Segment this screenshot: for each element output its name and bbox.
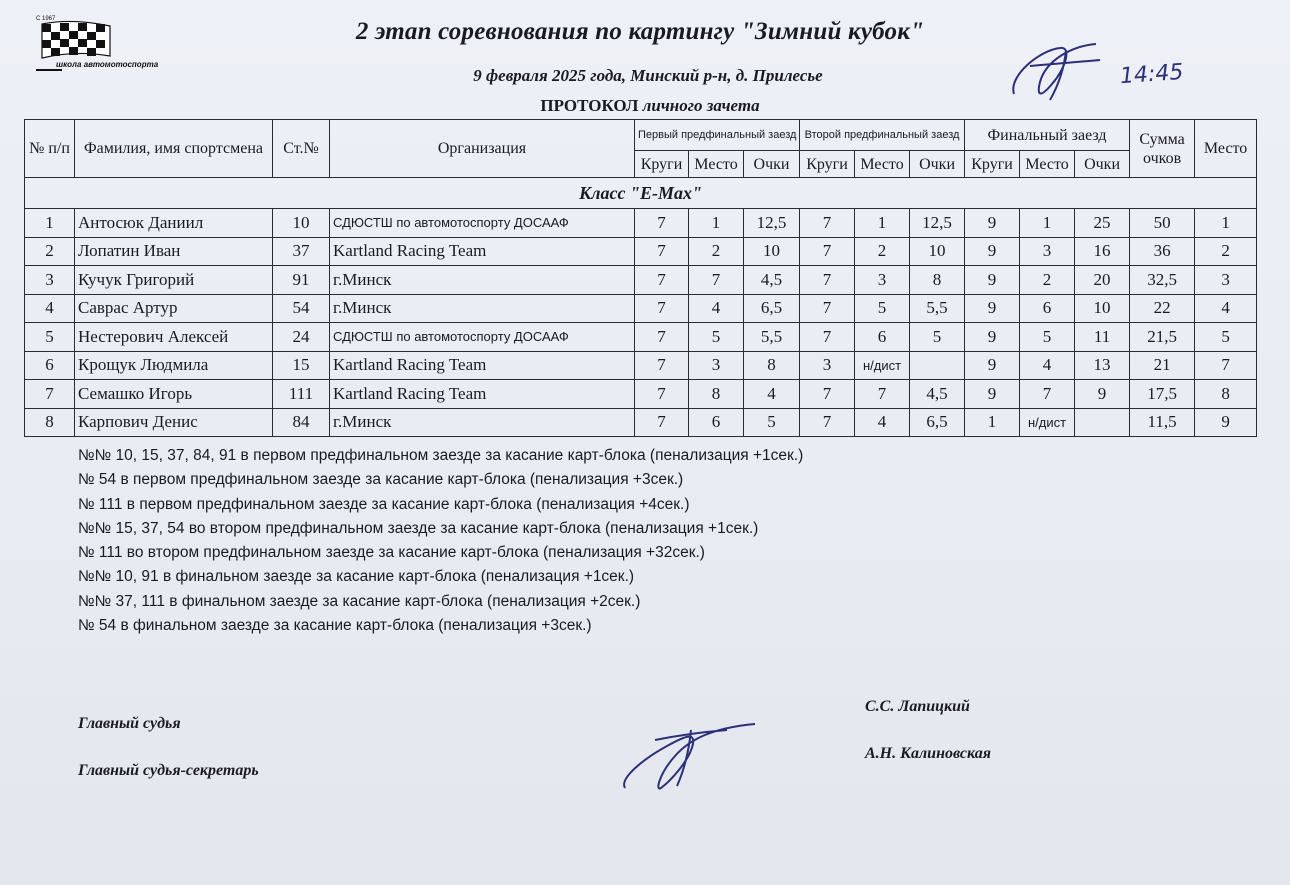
- row-num: 3: [25, 266, 75, 295]
- header-pts: Очки: [744, 151, 800, 178]
- final-pts: 25: [1075, 209, 1130, 238]
- heat1-pos: 5: [689, 323, 744, 352]
- final-laps: 9: [965, 209, 1020, 238]
- heat1-pts: 5: [744, 408, 800, 437]
- heat2-laps: 7: [800, 380, 855, 409]
- organization: Kartland Racing Team: [330, 351, 635, 380]
- penalty-note: № 111 во втором предфинальном заезде за касание карт-блока (пенализация +32сек.): [78, 544, 705, 562]
- header-laps: Круги: [965, 151, 1020, 178]
- points-sum: 32,5: [1130, 266, 1195, 295]
- final-pts: 20: [1075, 266, 1130, 295]
- final-pos: 5: [1020, 323, 1075, 352]
- row-num: 7: [25, 380, 75, 409]
- header-heat2: Второй предфинальный заезд: [800, 120, 965, 151]
- penalty-notes: [78, 444, 803, 638]
- header-pts: Очки: [1075, 151, 1130, 178]
- organization: г.Минск: [330, 266, 635, 295]
- athlete-name: Лопатин Иван: [75, 237, 273, 266]
- heat2-pts: 4,5: [910, 380, 965, 409]
- signature-top: [1000, 36, 1120, 108]
- protocol-bold: ПРОТОКОЛ: [540, 96, 639, 115]
- row-num: 8: [25, 408, 75, 437]
- final-laps: 9: [965, 351, 1020, 380]
- chief-judge-label: Главный судья: [78, 715, 181, 732]
- table-row: [25, 380, 1257, 409]
- start-number: 37: [273, 237, 330, 266]
- penalty-note: №№ 37, 111 в финальном заезде за касание карт-блока (пенализация +2сек.): [78, 592, 641, 610]
- penalty-note: № 54 в финальном заезде за касание карт-блока (пенализация +3сек.): [78, 617, 592, 635]
- final-pos: 1: [1020, 209, 1075, 238]
- heat2-laps: 7: [800, 266, 855, 295]
- heat1-pos: 6: [689, 408, 744, 437]
- start-number: 54: [273, 294, 330, 323]
- penalty-note: № 54 в первом предфинальном заезде за касание карт-блока (пенализация +3сек.): [78, 471, 684, 489]
- header-org: Организация: [330, 120, 635, 178]
- points-sum: 17,5: [1130, 380, 1195, 409]
- penalty-note: №№ 10, 15, 37, 84, 91 в первом предфинальном заезде за касание карт-блока (пенализация +1сек.): [78, 447, 804, 464]
- points-sum: 36: [1130, 237, 1195, 266]
- row-num: 6: [25, 351, 75, 380]
- heat1-laps: 7: [635, 294, 689, 323]
- final-pos: н/дист: [1020, 408, 1075, 437]
- heat1-laps: 7: [635, 351, 689, 380]
- header-num: № п/п: [25, 120, 75, 178]
- final-laps: 9: [965, 294, 1020, 323]
- signature-bottom: [615, 718, 765, 796]
- final-pos: 3: [1020, 237, 1075, 266]
- penalty-note: № 111 в первом предфинальном заезде за касание карт-блока (пенализация +4сек.): [78, 495, 690, 513]
- start-number: 10: [273, 209, 330, 238]
- class-label: Класс "E-Max": [25, 178, 1257, 209]
- header-final: Финальный заезд: [965, 120, 1130, 151]
- final-pts: 9: [1075, 380, 1130, 409]
- heat1-laps: 7: [635, 408, 689, 437]
- heat2-pts: 5: [910, 323, 965, 352]
- header-sum: Сумма очков: [1130, 120, 1195, 178]
- final-laps: 1: [965, 408, 1020, 437]
- organization: Kartland Racing Team: [330, 237, 635, 266]
- final-place: 9: [1195, 408, 1257, 437]
- row-num: 2: [25, 237, 75, 266]
- heat2-laps: 7: [800, 209, 855, 238]
- final-place: 3: [1195, 266, 1257, 295]
- heat2-laps: 7: [800, 237, 855, 266]
- points-sum: 11,5: [1130, 408, 1195, 437]
- secretary-label: Главный судья-секретарь: [78, 762, 259, 779]
- organization: г.Минск: [330, 408, 635, 437]
- athlete-name: Крощук Людмила: [75, 351, 273, 380]
- header-name: Фамилия, имя спортсмена: [75, 120, 273, 178]
- start-number: 24: [273, 323, 330, 352]
- points-sum: 50: [1130, 209, 1195, 238]
- points-sum: 22: [1130, 294, 1195, 323]
- heat2-pos: 5: [855, 294, 910, 323]
- final-place: 2: [1195, 237, 1257, 266]
- heat2-pos: 2: [855, 237, 910, 266]
- final-pos: 7: [1020, 380, 1075, 409]
- heat1-laps: 7: [635, 380, 689, 409]
- page-title: 2 этап соревнования по картингу "Зимний кубок": [355, 18, 925, 45]
- final-pts: 16: [1075, 237, 1130, 266]
- heat2-laps: 3: [800, 351, 855, 380]
- final-place: 8: [1195, 380, 1257, 409]
- final-place: 4: [1195, 294, 1257, 323]
- heat2-pos: 4: [855, 408, 910, 437]
- athlete-name: Кучук Григорий: [75, 266, 273, 295]
- start-number: 91: [273, 266, 330, 295]
- heat2-laps: 7: [800, 294, 855, 323]
- heat1-laps: 7: [635, 209, 689, 238]
- table-row: [25, 266, 1257, 295]
- header-pts: Очки: [910, 151, 965, 178]
- heat2-pos: 6: [855, 323, 910, 352]
- start-number: 15: [273, 351, 330, 380]
- secretary-name: А.Н. Калиновская: [865, 745, 991, 762]
- protocol-rest: личного зачета: [638, 96, 760, 115]
- logo-since: С 1967: [36, 16, 56, 22]
- table-row: [25, 323, 1257, 352]
- heat1-laps: 7: [635, 323, 689, 352]
- final-laps: 9: [965, 237, 1020, 266]
- athlete-name: Семашко Игорь: [75, 380, 273, 409]
- final-place: 7: [1195, 351, 1257, 380]
- start-number: 111: [273, 380, 330, 409]
- heat1-pts: 5,5: [744, 323, 800, 352]
- organization: г.Минск: [330, 294, 635, 323]
- header-laps: Круги: [635, 151, 689, 178]
- heat2-pos: н/дист: [855, 351, 910, 380]
- handwritten-time: 14:45: [1119, 59, 1185, 90]
- header-pos: Место: [1020, 151, 1075, 178]
- final-laps: 9: [965, 266, 1020, 295]
- row-num: 5: [25, 323, 75, 352]
- penalty-note: №№ 10, 91 в финальном заезде за касание карт-блока (пенализация +1сек.): [78, 568, 635, 586]
- final-pos: 4: [1020, 351, 1075, 380]
- row-num: 1: [25, 209, 75, 238]
- final-laps: 9: [965, 323, 1020, 352]
- heat2-pos: 7: [855, 380, 910, 409]
- heat2-laps: 7: [800, 408, 855, 437]
- logo-text: школа автомотоспорта: [56, 60, 159, 69]
- start-number: 84: [273, 408, 330, 437]
- organization: СДЮСТШ по автомотоспорту ДОСААФ: [330, 209, 635, 238]
- header-laps: Круги: [800, 151, 855, 178]
- heat2-pts: 6,5: [910, 408, 965, 437]
- heat1-pos: 1: [689, 209, 744, 238]
- header-start-no: Ст.№: [273, 120, 330, 178]
- final-laps: 9: [965, 380, 1020, 409]
- heat1-pos: 4: [689, 294, 744, 323]
- penalty-note: №№ 15, 37, 54 во втором предфинальном заезде за касание карт-блока (пенализация +1сек.): [78, 519, 759, 537]
- athlete-name: Карпович Денис: [75, 408, 273, 437]
- points-sum: 21,5: [1130, 323, 1195, 352]
- chief-judge-name: С.С. Лапицкий: [865, 698, 970, 715]
- table-row: [25, 209, 1257, 238]
- heat1-laps: 7: [635, 266, 689, 295]
- heat2-laps: 7: [800, 323, 855, 352]
- header-pos: Место: [689, 151, 744, 178]
- heat1-pos: 3: [689, 351, 744, 380]
- heat1-pts: 10: [744, 237, 800, 266]
- final-pts: [1075, 408, 1130, 437]
- table-row: [25, 408, 1257, 437]
- organization: Kartland Racing Team: [330, 380, 635, 409]
- heat2-pos: 1: [855, 209, 910, 238]
- table-row: [25, 351, 1257, 380]
- results-table: [24, 119, 1257, 437]
- table-row: [25, 237, 1257, 266]
- heat2-pts: 12,5: [910, 209, 965, 238]
- heat2-pts: [910, 351, 965, 380]
- header-place: Место: [1195, 120, 1257, 178]
- final-pts: 10: [1075, 294, 1130, 323]
- heat2-pts: 8: [910, 266, 965, 295]
- heat1-laps: 7: [635, 237, 689, 266]
- final-pts: 13: [1075, 351, 1130, 380]
- heat2-pts: 10: [910, 237, 965, 266]
- heat1-pts: 4: [744, 380, 800, 409]
- heat2-pts: 5,5: [910, 294, 965, 323]
- final-place: 1: [1195, 209, 1257, 238]
- heat1-pos: 7: [689, 266, 744, 295]
- athlete-name: Нестерович Алексей: [75, 323, 273, 352]
- heat1-pts: 4,5: [744, 266, 800, 295]
- heat1-pts: 12,5: [744, 209, 800, 238]
- organization: СДЮСТШ по автомотоспорту ДОСААФ: [330, 323, 635, 352]
- event-date-location: 9 февраля 2025 года, Минский р-н, д. Прилесье: [473, 66, 823, 85]
- table-row: [25, 294, 1257, 323]
- heat1-pos: 8: [689, 380, 744, 409]
- row-num: 4: [25, 294, 75, 323]
- final-pts: 11: [1075, 323, 1130, 352]
- final-pos: 2: [1020, 266, 1075, 295]
- athlete-name: Саврас Артур: [75, 294, 273, 323]
- heat1-pts: 8: [744, 351, 800, 380]
- header-pos: Место: [855, 151, 910, 178]
- heat1-pts: 6,5: [744, 294, 800, 323]
- header-heat1: Первый предфинальный заезд: [635, 120, 800, 151]
- athlete-name: Антосюк Даниил: [75, 209, 273, 238]
- final-pos: 6: [1020, 294, 1075, 323]
- points-sum: 21: [1130, 351, 1195, 380]
- heat2-pos: 3: [855, 266, 910, 295]
- heat1-pos: 2: [689, 237, 744, 266]
- final-place: 5: [1195, 323, 1257, 352]
